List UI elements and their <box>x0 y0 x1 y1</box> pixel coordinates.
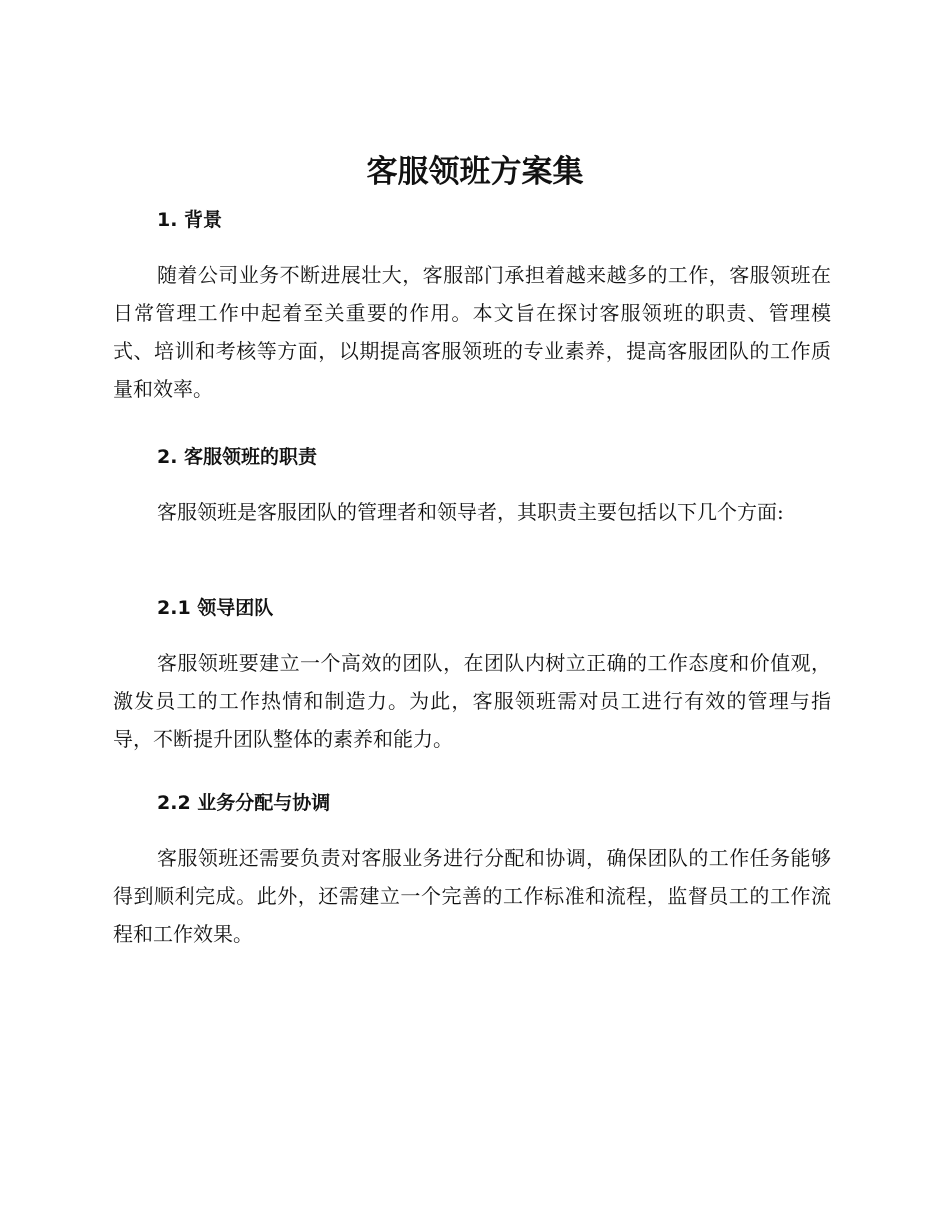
section-paragraph-background: 随着公司业务不断进展壮大，客服部门承担着越来越多的工作，客服领班在日常管理工作中起着至关重要的作用。本文旨在探讨客服领班的职责、管理模式、培训和考核等方面，以期提高客服领班的专业素养，提高客服团队的工作质量和效率。 <box>113 263 831 401</box>
section-paragraph-task-allocation: 客服领班还需要负责对客服业务进行分配和协调，确保团队的工作任务能够得到顺利完成。此外，还需建立一个完善的工作标准和流程，监督员工的工作流程和工作效果。 <box>113 846 831 946</box>
section-heading-responsibilities: 2. 客服领班的职责 <box>157 446 318 468</box>
section-heading-background: 1. 背景 <box>157 209 223 231</box>
section-paragraph-responsibilities: 客服领班是客服团队的管理者和领导者，其职责主要包括以下几个方面: <box>157 500 784 524</box>
page-title: 客服领班方案集 <box>366 154 584 190</box>
section-heading-task-allocation: 2.2 业务分配与协调 <box>157 792 331 814</box>
section-heading-lead-team: 2.1 领导团队 <box>157 597 274 619</box>
section-paragraph-lead-team: 客服领班要建立一个高效的团队，在团队内树立正确的工作态度和价值观，激发员工的工作热情和制造力。为此，客服领班需对员工进行有效的管理与指导，不断提升团队整体的素养和能力。 <box>113 651 831 751</box>
